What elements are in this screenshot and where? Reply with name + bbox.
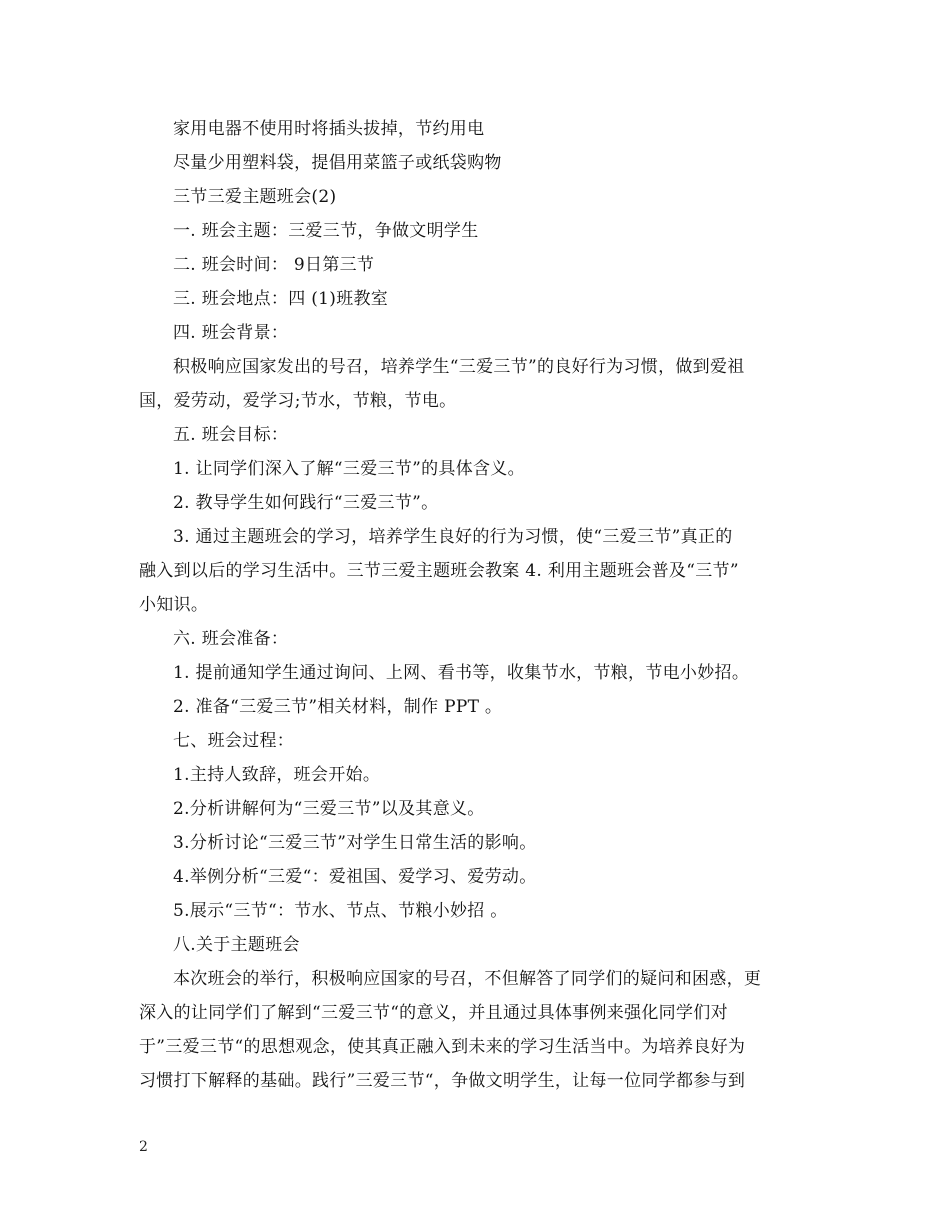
text-line: 六. 班会准备： — [173, 629, 289, 649]
text-line: 五. 班会目标： — [173, 425, 289, 445]
text-line: 家用电器不使用时将插头拔掉，节约用电 — [173, 119, 485, 139]
text-line: 尽量少用塑料袋，提倡用菜篮子或纸袋购物 — [173, 153, 502, 173]
text-line: 4.举例分析“三爱“：爱祖国、爱学习、爱劳动。 — [173, 867, 537, 887]
text-line: 融入到以后的学习生活中。三节三爱主题班会教案 4. 利用主题班会普及“三节” — [139, 561, 739, 581]
text-line: 二. 班会时间： 9日第三节 — [173, 255, 375, 275]
text-line: 三节三爱主题班会(2) — [173, 187, 337, 207]
page-number: 2 — [139, 1139, 148, 1155]
text-line: 1. 提前通知学生通过询问、上网、看书等，收集节水，节粮，节电小妙招。 — [173, 663, 750, 683]
text-line: 2. 准备“三爱三节”相关材料，制作 PPT 。 — [173, 697, 503, 717]
text-line: 八.关于主题班会 — [173, 935, 300, 955]
text-line: 积极响应国家发出的号召，培养学生“三爱三节”的良好行为习惯，做到爱祖 — [173, 357, 745, 377]
text-line: 深入的让同学们了解到“三爱三节“的意义，并且通过具体事例来强化同学们对 — [139, 1003, 728, 1023]
text-line: 七、班会过程： — [173, 731, 295, 751]
text-line: 四. 班会背景： — [173, 323, 289, 343]
text-line: 于”三爱三节“的思想观念，使其真正融入到未来的学习生活当中。为培养良好为 — [139, 1037, 746, 1057]
text-line: 国，爱劳动，爱学习;节水，节粮，节电。 — [139, 391, 457, 411]
text-line: 1.主持人致辞，班会开始。 — [173, 765, 381, 785]
text-line: 小知识。 — [139, 595, 209, 615]
text-line: 2.分析讲解何为“三爱三节”以及其意义。 — [173, 799, 485, 819]
text-line: 3. 通过主题班会的学习，培养学生良好的行为习惯，使“三爱三节”真正的 — [173, 527, 733, 547]
text-line: 本次班会的举行，积极响应国家的号召，不但解答了同学们的疑问和困惑，更 — [173, 969, 762, 989]
text-line: 习惯打下解释的基础。践行”三爱三节“，争做文明学生，让每一位同学都参与到 — [139, 1071, 746, 1091]
text-line: 1. 让同学们深入了解“三爱三节”的具体含义。 — [173, 459, 525, 479]
text-line: 三. 班会地点：四 (1)班教室 — [173, 289, 389, 309]
text-line: 5.展示“三节“：节水、节点、节粮小妙招 。 — [173, 901, 508, 921]
document-body — [139, 112, 811, 1098]
text-line: 2. 教导学生如何践行“三爱三节”。 — [173, 493, 439, 513]
text-line: 一. 班会主题：三爱三节，争做文明学生 — [173, 221, 479, 241]
text-line: 3.分析讨论“三爱三节”对学生日常生活的影响。 — [173, 833, 537, 853]
